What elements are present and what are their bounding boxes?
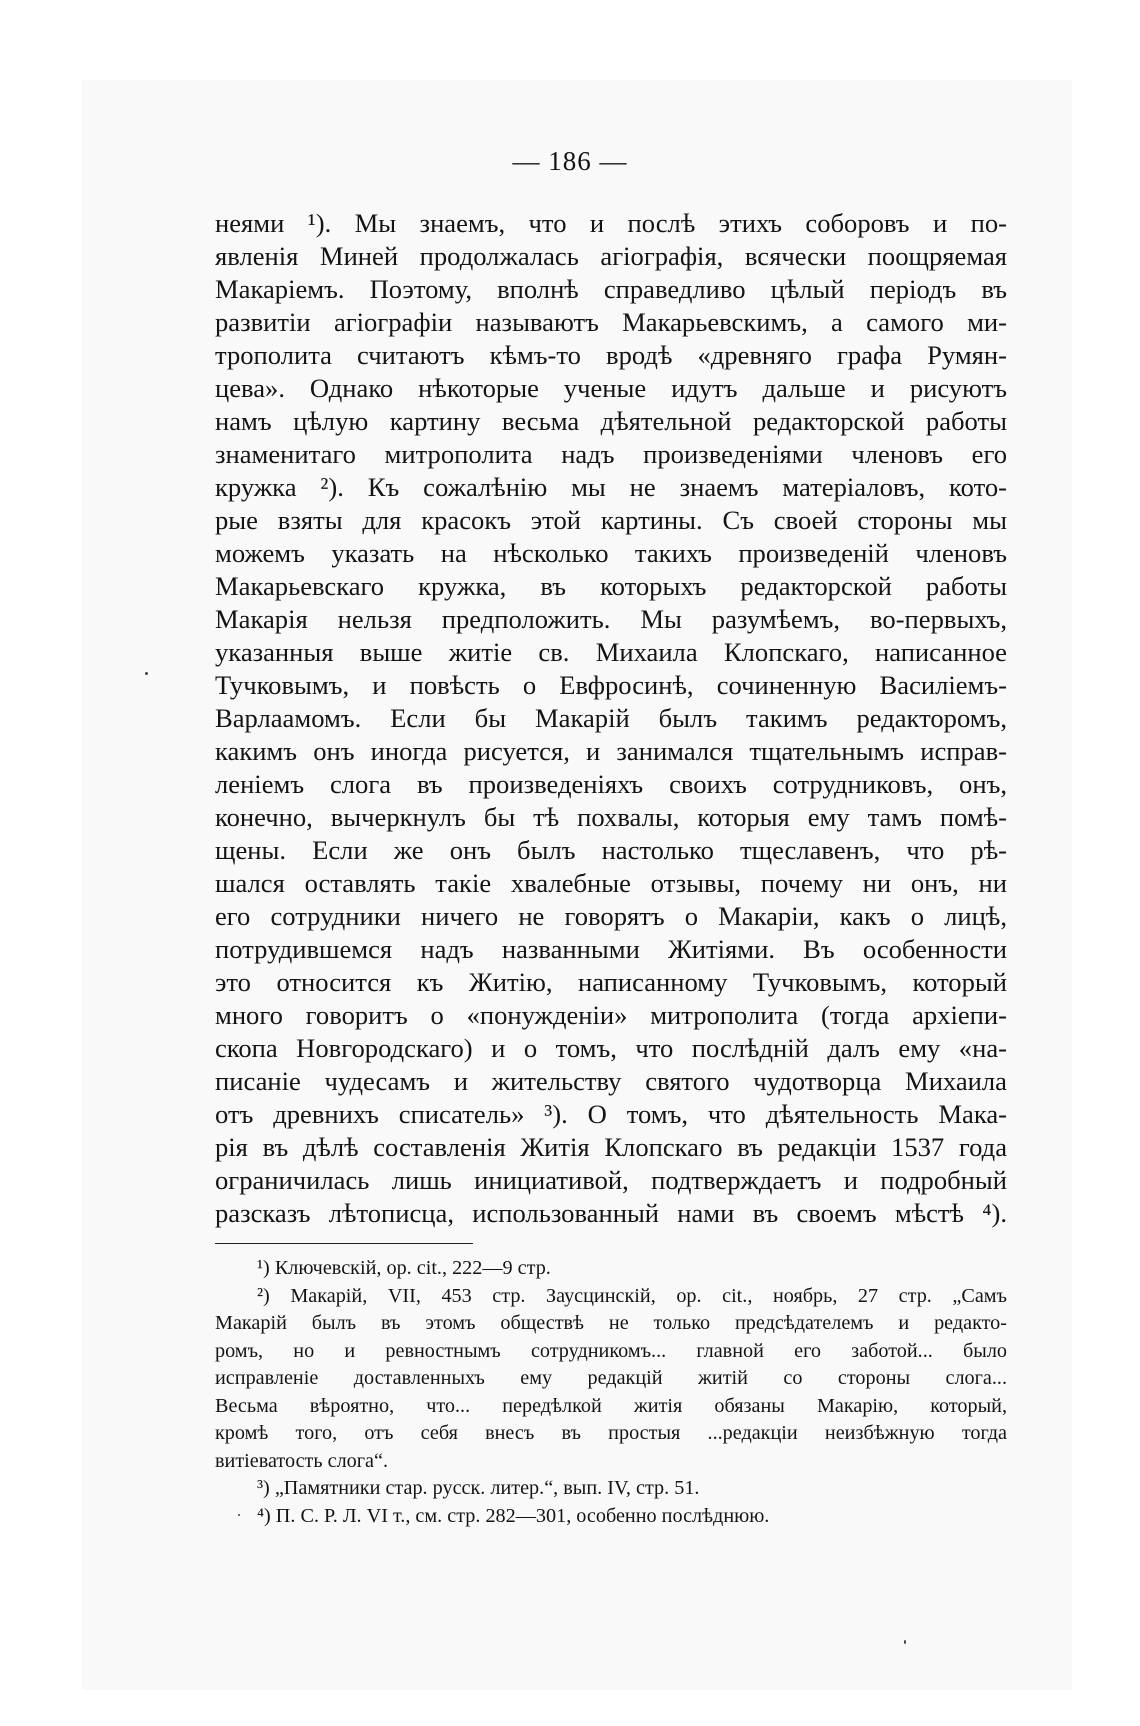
body-line: отъ древнихъ списатель» ³). О томъ, что дѣятельность Мака- [215,1099,1007,1129]
body-line: это относится къ Житію, написанному Тучковымъ, который [215,967,1007,997]
footnote-2-line: Весьма вѣроятно, что... передѣлкой житія обязаны Макарію, который, [215,1394,1007,1417]
scan-speck [238,1514,240,1516]
body-line: рые взяты для красокъ этой картины. Съ своей стороны мы [215,505,1007,535]
footnote-2-line: ромъ, но и ревностнымъ сотрудникомъ... главной его заботой... было [215,1339,1007,1362]
footnote-4: ⁴) П. С. Р. Л. VI т., см. стр. 282—301, особенно послѣднюю. [257,1504,770,1527]
body-line: ограничилась лишь инициативой, подтверждаетъ и подробный [215,1165,1007,1195]
footnote-2-line: кромѣ того, отъ себя внесъ въ простыя ...редакціи неизбѣжную тогда [215,1422,1007,1444]
footnote-2-line: ²) Макарій, VII, 453 стр. Заусцинскій, op. cit., ноябрь, 27 стр. „Самъ [257,1284,1007,1307]
scan-speck [145,672,148,675]
footnotes [215,1255,1007,1530]
body-line: леніемъ слога въ произведеніяхъ своихъ сотрудниковъ, онъ, [215,769,1007,799]
body-line: кружка ²). Къ сожалѣнію мы не знаемъ матеріаловъ, кото- [215,472,1007,502]
body-line: много говоритъ о «понужденіи» митрополита (тогда архіепи- [215,1000,1007,1030]
footnote-2-line: витіеватость слога“. [215,1449,388,1472]
body-line: шался оставлять такіе хвалебные отзывы, почему ни онъ, ни [215,868,1007,898]
footnote-1: ¹) Ключевскій, op. cit., 222—9 стр. [257,1257,551,1279]
footnote-3: ³) „Памятники стар. русск. литер.“, вып. IV, стр. 51. [257,1477,700,1499]
body-line: явленія Миней продолжалась агіографія, всячески поощряемая [215,241,1007,271]
body-line: развитіи агіографіи называютъ Макарьевскимъ, а самого ми- [215,307,1007,337]
scan-speck [904,1640,906,1644]
body-line: разсказъ лѣтописца, использованный нами въ своемъ мѣстѣ ⁴). [215,1198,1007,1228]
body-line: намъ цѣлую картину весьма дѣятельной редакторской работы [215,406,1007,436]
body-line: можемъ указать на нѣсколько такихъ произведеній членовъ [215,538,1007,568]
body-line: указанныя выше житіе св. Михаила Клопскаго, написанное [215,637,1007,667]
footnote-separator [215,1243,473,1244]
body-line: Макаріемъ. Поэтому, вполнѣ справедливо цѣлый періодъ въ [215,274,1007,304]
body-line: какимъ онъ иногда рисуется, и занимался тщательнымъ исправ- [215,736,1007,766]
body-line: знаменитаго митрополита надъ произведеніями членовъ его [215,439,1007,469]
body-line: рія въ дѣлѣ составленія Житія Клопскаго въ редакціи 1537 года [215,1132,1007,1162]
body-line: Макарія нельзя предположить. Мы разумѣемъ, во-первыхъ, [215,604,1007,634]
body-line: его сотрудники ничего не говорятъ о Макаріи, какъ о лицѣ, [215,901,1007,931]
page-number: — 186 — [512,146,628,176]
body-line: писаніе чудесамъ и жительству святого чудотворца Михаила [215,1066,1007,1096]
body-line: конечно, вычеркнулъ бы тѣ похвалы, которыя ему тамъ помѣ- [215,802,1007,832]
body-line: цева». Однако нѣкоторые ученые идутъ дальше и рисуютъ [215,373,1007,403]
body-line: Макарьевскаго кружка, въ которыхъ редакторской работы [215,571,1007,601]
body-line: потрудившемся надъ названными Житіями. Въ особенности [215,934,1007,964]
footnote-2-line: Макарій былъ въ этомъ обществѣ не только предсѣдателемъ и редакто- [215,1312,1007,1334]
body-line: трополита считаютъ кѣмъ-то вродѣ «древняго графа Румян- [215,340,1007,370]
body-text [215,207,1007,1230]
footnote-2-line: исправленіе доставленныхъ ему редакцій житій со стороны слога... [215,1367,1007,1389]
body-line: Тучковымъ, и повѣсть о Евфросинѣ, сочиненную Василіемъ- [215,670,1007,700]
body-line: скопа Новгородскаго) и о томъ, что послѣдній далъ ему «на- [215,1033,1007,1063]
body-line: Варлаамомъ. Если бы Макарій былъ такимъ редакторомъ, [215,703,1007,733]
body-line: неями ¹). Мы знаемъ, что и послѣ этихъ соборовъ и по- [215,208,1007,238]
body-line: щены. Если же онъ былъ настолько тщеславенъ, что рѣ- [215,835,1007,865]
